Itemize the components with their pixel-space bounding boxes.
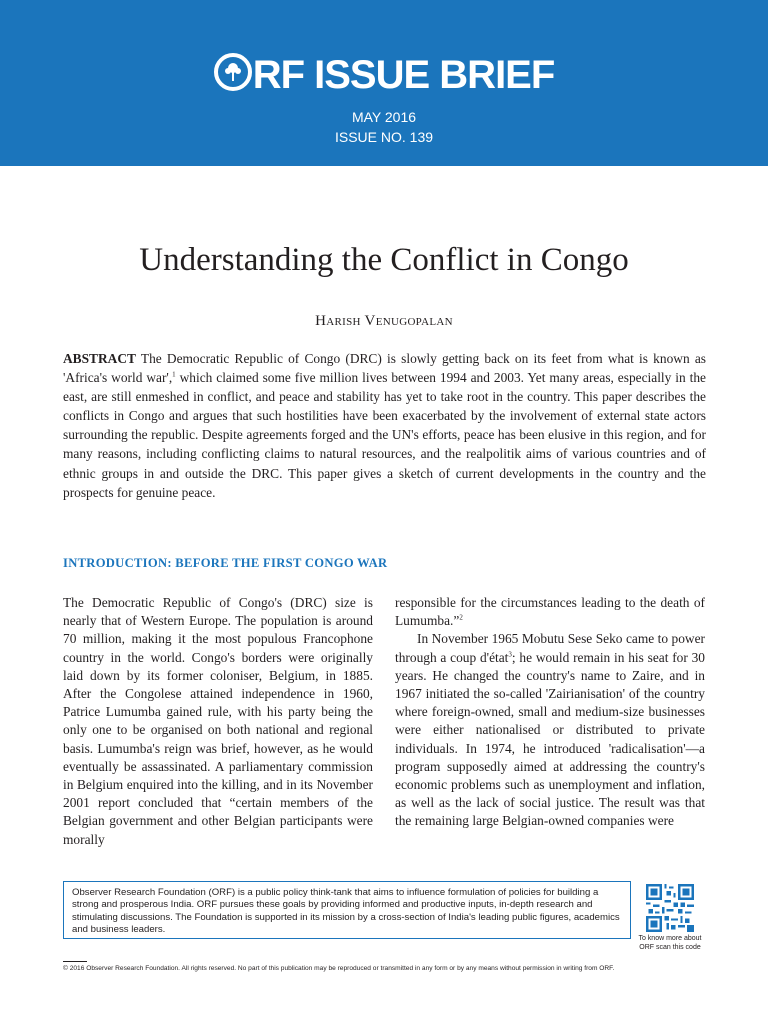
body-text: responsible for the circumstances leading to the death of Lumumba.”: [395, 595, 705, 629]
header-banner: [0, 0, 768, 166]
qr-caption: [630, 934, 710, 952]
issue-date: MAY 2016: [351, 109, 417, 125]
document-title: Understanding the Conflict in Congo: [139, 242, 629, 278]
body-paragraph: [395, 594, 705, 630]
footnote-ref-1: 1: [172, 370, 176, 379]
abstract-text-2: which claimed some five million lives between 1994 and 2003. Yet many areas, especially in the east, are still enmeshed in conflict, and peace and stability has yet to take root in the country. This paper describes the conflicts in Congo and argues that such hostilities have been exacerbated by the involvement of external state actors surrounding the republic. Despite agreements forged and the UN's efforts, peace has been elusive in this region, and for many reasons, including conflicting claims to natural resources, and the realpolitik aims of various countries and of ethnic groups in and outside the DRC. This paper gives a sketch of current developments in the country and the prospects for genuine peace.: [63, 370, 706, 500]
footnote-ref-2: 2: [459, 613, 463, 622]
qr-code-icon[interactable]: [646, 884, 694, 932]
body-paragraph: The Democratic Republic of Congo's (DRC) size is nearly that of Western Europe. The population is around 70 million, making it the most populous Francophone country in the world. Congo's borders were originally laid down by its former coloniser, Belgium, in 1885. After the Congolese attained independence in 1960, Patrice Lumumba gained rule, with his party being the only one to be organised on both national and regional basis. Lumumba's reign was brief, however, as he would eventually be assassinated. A parliamentary commission in Belgium enquired into the killing, and in its November 2001 report concluded that “certain members of the Belgian government and other Belgian participants were morally: [63, 595, 373, 847]
orf-about-box: Observer Research Foundation (ORF) is a public policy think-tank that aims to influence formulation of policies for building a strong and prosperous India. ORF pursues these goals by providing informed and productive inputs, in-depth research and stimulating discussions. The Foundation is supported in its mission by a cross-section of India's leading public figures, academics and business leaders.: [63, 881, 631, 939]
abstract-label: ABSTRACT: [63, 351, 136, 366]
brand-text: RF ISSUE BRIEF: [252, 53, 555, 97]
issue-number: ISSUE NO. 139: [334, 129, 434, 145]
copyright-notice: © 2016 Observer Research Foundation. All rights reserved. No part of this publication may be reproduced or transmitted in any form or by any means without permission in writing from ORF.: [63, 965, 615, 972]
body-paragraph: [395, 630, 705, 830]
body-text: ; he would remain in his seat for 30 years. He changed the country's name to Zaire, and in 1967 initiated the so-called 'Zairianisation' of the country where foreign-owned, small and medium-size businesses were either nationalised or distributed to private individuals. In 1974, he introduced 'radicalisation'—a program supposedly aimed at addressing the country's economic problems such as unemployment and inflation, as well as the lack of social justice. The result was that the remaining large Belgian-owned companies were: [395, 649, 705, 829]
abstract-text-1: The Democratic Republic of Congo (DRC) is slowly getting back on its feet from what is known as 'Africa's world war',: [63, 351, 706, 386]
footnote-ref-3: 3: [508, 650, 512, 659]
qr-caption-line: To know more about: [638, 935, 702, 942]
section-heading: INTRODUCTION: BEFORE THE FIRST CONGO WAR: [63, 556, 388, 570]
body-text: In November 1965 Mobutu Sese Seko came to power through a coup d'état: [395, 631, 705, 665]
footer-divider: [63, 961, 87, 962]
qr-caption-line: ORF scan this code: [639, 944, 701, 951]
body-column-right: [395, 594, 705, 831]
orf-issue-brief-logo: [0, 53, 768, 97]
body-column-left: [63, 594, 373, 849]
orf-tree-logo-icon: [214, 53, 252, 91]
author-name: Harish Venugopalan: [315, 313, 453, 329]
abstract: [63, 349, 706, 502]
